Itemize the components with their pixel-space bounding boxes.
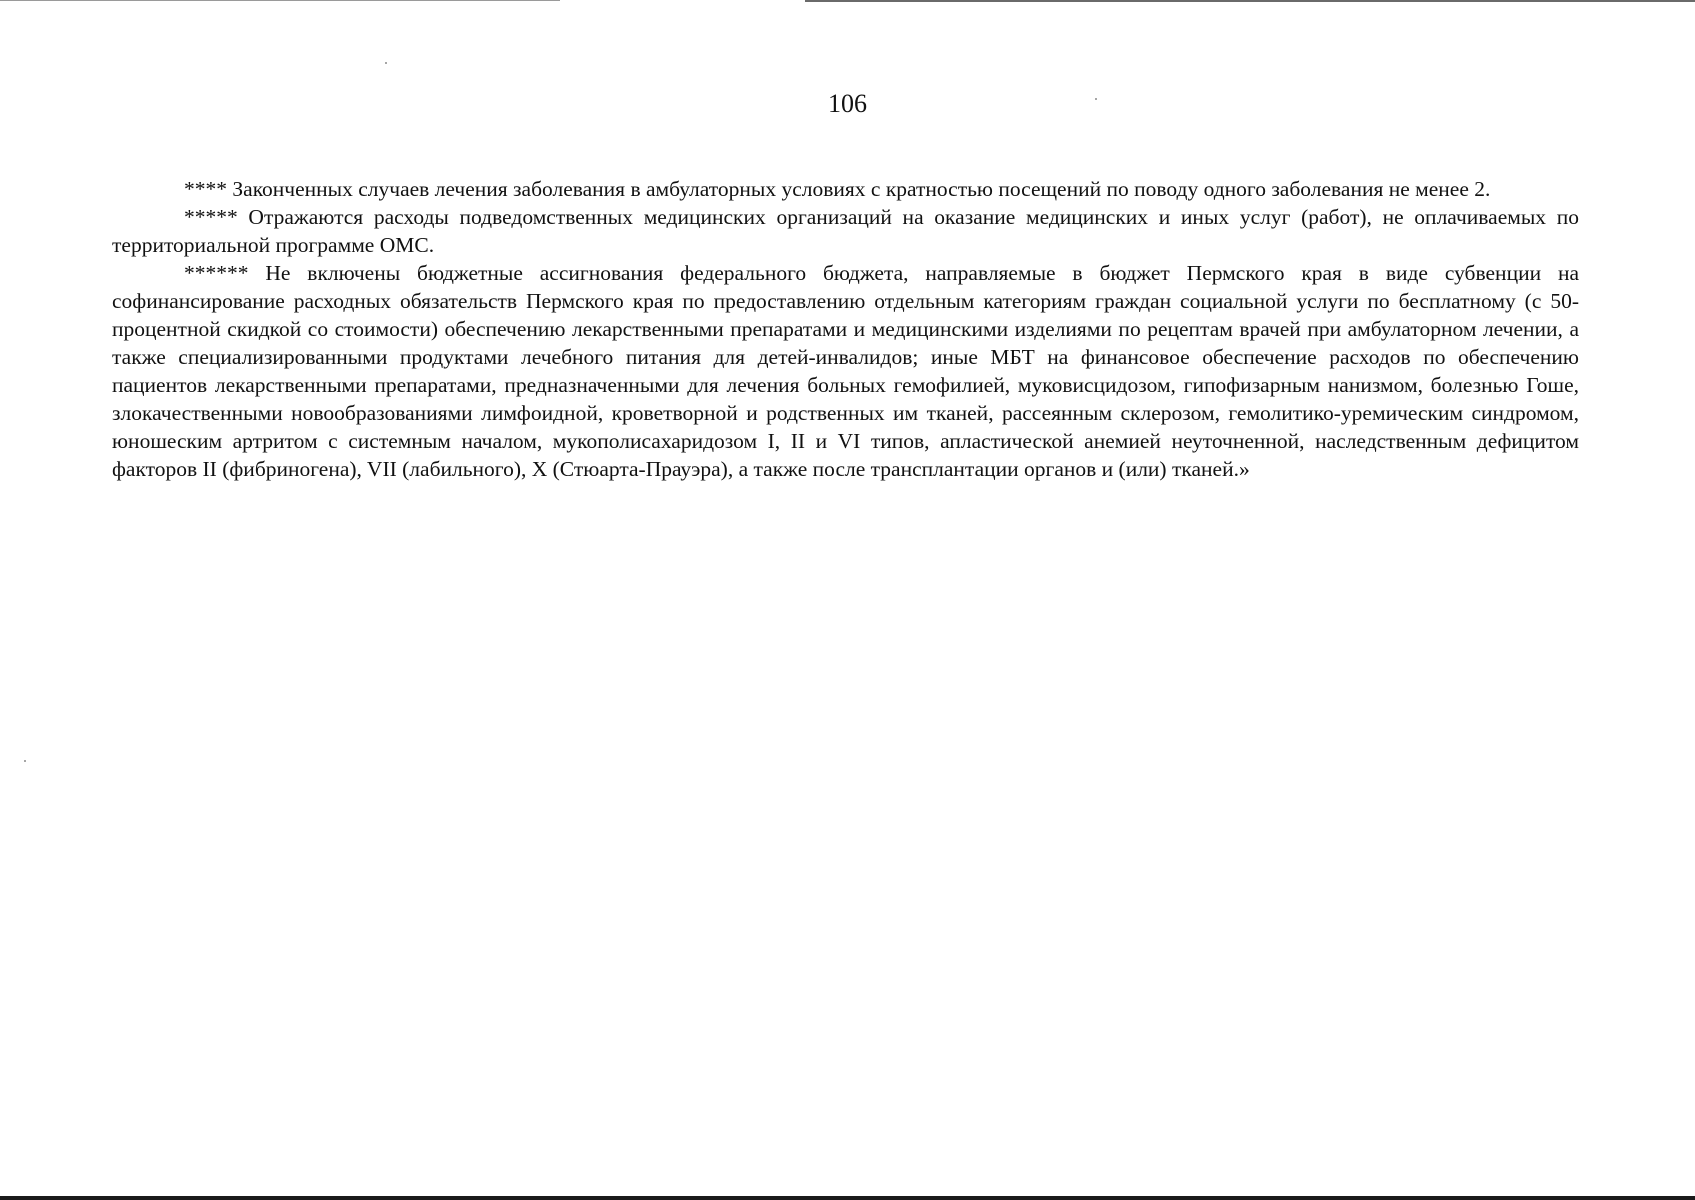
- scan-bottom-edge: [0, 1196, 1695, 1200]
- footnotes-block: [112, 175, 1579, 483]
- scan-top-edge-right: [805, 0, 1695, 2]
- footnote-6: ****** Не включены бюджетные ассигнования федерального бюджета, направляемые в бюджет Пермского края в виде субвенции на софинансирование расходных обязательств Пермского края по предоставлению отдельным категориям граждан социальной услуги по бесплатному (с 50-процентной скидкой со стоимости) обеспечению лекарственными препаратами и медицинскими изделиями по рецептам врачей при амбулаторном лечении, а также специализированными продуктами лечебного питания для детей-инвалидов; иные МБТ на финансовое обеспечение расходов по обеспечению пациентов лекарственными препаратами, предназначенными для лечения больных гемофилией, муковисцидозом, гипофизарным нанизмом, болезнью Гоше, злокачественными новообразованиями лимфоидной, кроветворной и родственных им тканей, рассеянным склерозом, гемолитико-уремическим синдромом, юношеским артритом с системным началом, мукополисахаридозом I, II и VI типов, апластической анемией неуточненной, наследственным дефицитом факторов II (фибриногена), VII (лабильного), X (Стюарта-Прауэра), а также после трансплантации органов и (или) тканей.»: [112, 261, 1579, 481]
- scan-top-edge-left: [0, 0, 560, 1]
- page-number: 106: [828, 89, 867, 118]
- footnote-5: ***** Отражаются расходы подведомственных медицинских организаций на оказание медицинских и иных услуг (работ), не оплачиваемых по территориальной программе ОМС.: [112, 205, 1579, 257]
- scan-speck: [385, 62, 387, 64]
- footnote-4: **** Законченных случаев лечения заболевания в амбулаторных условиях с кратностью посещений по поводу одного заболевания не менее 2.: [184, 177, 1491, 201]
- scan-speck: [24, 760, 26, 762]
